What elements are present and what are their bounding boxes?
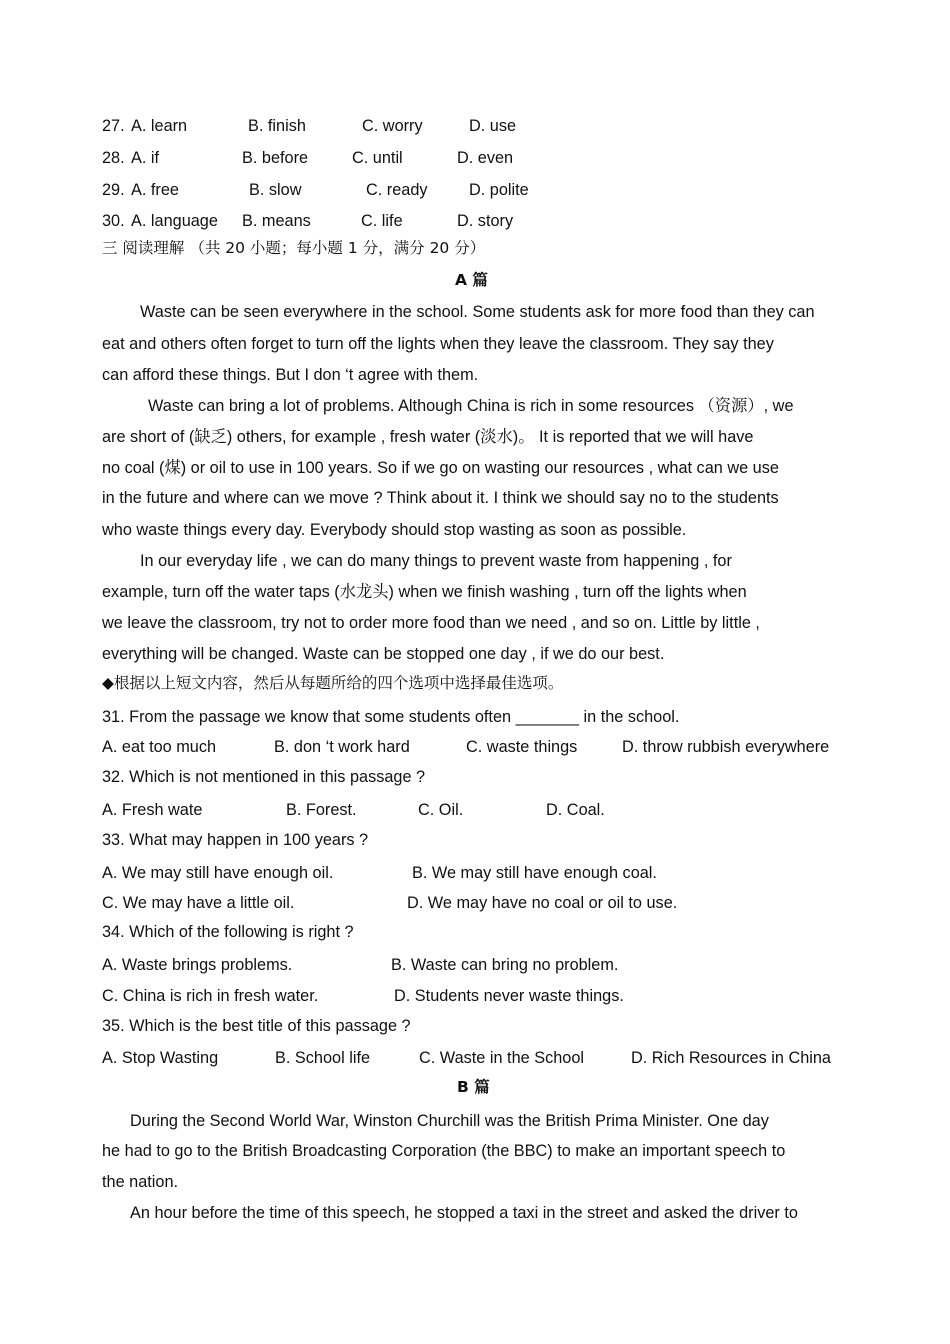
cloze-option-a: A. language <box>131 212 218 230</box>
cloze-option-b: B. means <box>242 212 311 230</box>
section-title: 三 阅读理解 （共 20 小题；每小题 1 分，满分 20 分） <box>102 239 486 257</box>
passage-a-line: who waste things every day. Everybody should stop wasting as soon as possible. <box>102 521 687 539</box>
option-b: B. We may still have enough coal. <box>412 864 657 882</box>
cloze-number: 27. <box>102 117 125 135</box>
option-c: C. We may have a little oil. <box>102 894 295 912</box>
passage-b-line: During the Second World War, Winston Churchill was the British Prima Minister. One day <box>130 1112 769 1130</box>
passage-a-line: everything will be changed. Waste can be stopped one day , if we do our best. <box>102 645 665 663</box>
option-d: D. throw rubbish everywhere <box>622 738 830 756</box>
passage-a-line: In our everyday life , we can do many things to prevent waste from happening , for <box>140 552 732 570</box>
cloze-row-28 <box>102 148 662 168</box>
question-33: 33. What may happen in 100 years ? <box>102 831 369 849</box>
question-31: 31. From the passage we know that some students often _______ in the school. <box>102 708 680 726</box>
cloze-option-a: A. if <box>131 149 160 167</box>
option-b: B. Forest. <box>286 801 357 819</box>
option-a: A. eat too much <box>102 738 217 756</box>
cloze-option-b: B. finish <box>248 117 306 135</box>
passage-a-line: Waste can bring a lot of problems. Although China is rich in some resources （资源）, we <box>148 397 794 415</box>
cloze-row-29 <box>102 180 662 200</box>
option-a: A. Waste brings problems. <box>102 956 293 974</box>
passage-b-line: An hour before the time of this speech, he stopped a taxi in the street and asked the driver to <box>130 1204 798 1222</box>
option-c: C. Waste in the School <box>419 1049 584 1067</box>
passage-a-line: Waste can be seen everywhere in the school. Some students ask for more food than they can <box>140 303 815 321</box>
option-c: C. waste things <box>466 738 578 756</box>
instruction: ◆根据以上短文内容，然后从每题所给的四个选项中选择最佳选项。 <box>102 674 564 692</box>
cloze-number: 28. <box>102 149 125 167</box>
question-35-options <box>102 1048 862 1068</box>
cloze-option-d: D. polite <box>469 181 529 199</box>
option-d: D. Rich Resources in China <box>631 1049 831 1067</box>
passage-a-title: A 篇 <box>455 271 488 289</box>
option-d: D. We may have no coal or oil to use. <box>407 894 678 912</box>
passage-a-line: example, turn off the water taps (水龙头) when we finish washing , turn off the lights when <box>102 583 747 601</box>
question-34: 34. Which of the following is right ? <box>102 923 354 941</box>
cloze-option-c: C. ready <box>366 181 428 199</box>
cloze-number: 29. <box>102 181 125 199</box>
option-a: A. We may still have enough oil. <box>102 864 334 882</box>
cloze-number: 30. <box>102 212 125 230</box>
option-b: B. Waste can bring no problem. <box>391 956 619 974</box>
question-31-options <box>102 737 862 757</box>
cloze-option-a: A. learn <box>131 117 188 135</box>
option-d: D. Students never waste things. <box>394 987 624 1005</box>
passage-a-line: are short of (缺乏) others, for example , fresh water (淡水)。 It is reported that we will have <box>102 428 754 446</box>
passage-a-line: no coal (煤) or oil to use in 100 years. So if we go on wasting our resources , what can we use <box>102 459 779 477</box>
cloze-option-c: C. life <box>361 212 403 230</box>
cloze-option-c: C. until <box>352 149 403 167</box>
passage-a-line: can afford these things. But I don ‘t agree with them. <box>102 366 479 384</box>
option-d: D. Coal. <box>546 801 605 819</box>
option-c: C. China is rich in fresh water. <box>102 987 319 1005</box>
passage-a-line: we leave the classroom, try not to order more food than we need , and so on. Little by little , <box>102 614 760 632</box>
cloze-option-d: D. use <box>469 117 517 135</box>
cloze-row-27 <box>102 116 662 136</box>
passage-a-line: in the future and where can we move ? Think about it. I think we should say no to the students <box>102 489 779 507</box>
cloze-option-d: D. even <box>457 149 514 167</box>
question-34-options-row1 <box>102 955 802 975</box>
question-33-options-row1 <box>102 863 802 883</box>
question-35: 35. Which is the best title of this passage ? <box>102 1017 411 1035</box>
passage-b-line: he had to go to the British Broadcasting Corporation (the BBC) to make an important speech to <box>102 1142 786 1160</box>
question-32: 32. Which is not mentioned in this passage ? <box>102 768 426 786</box>
cloze-option-b: B. slow <box>249 181 302 199</box>
option-a: A. Fresh wate <box>102 801 203 819</box>
passage-b-title: B 篇 <box>457 1078 490 1096</box>
cloze-row-30 <box>102 211 662 231</box>
option-a: A. Stop Wasting <box>102 1049 219 1067</box>
cloze-option-a: A. free <box>131 181 179 199</box>
option-b: B. don ‘t work hard <box>274 738 410 756</box>
cloze-option-c: C. worry <box>362 117 423 135</box>
passage-b-line: the nation. <box>102 1173 179 1191</box>
cloze-option-b: B. before <box>242 149 309 167</box>
cloze-option-d: D. story <box>457 212 514 230</box>
question-34-options-row2 <box>102 986 802 1006</box>
passage-a-line: eat and others often forget to turn off the lights when they leave the classroom. They say they <box>102 335 774 353</box>
option-c: C. Oil. <box>418 801 464 819</box>
question-32-options <box>102 800 702 820</box>
option-b: B. School life <box>275 1049 371 1067</box>
question-33-options-row2 <box>102 893 802 913</box>
